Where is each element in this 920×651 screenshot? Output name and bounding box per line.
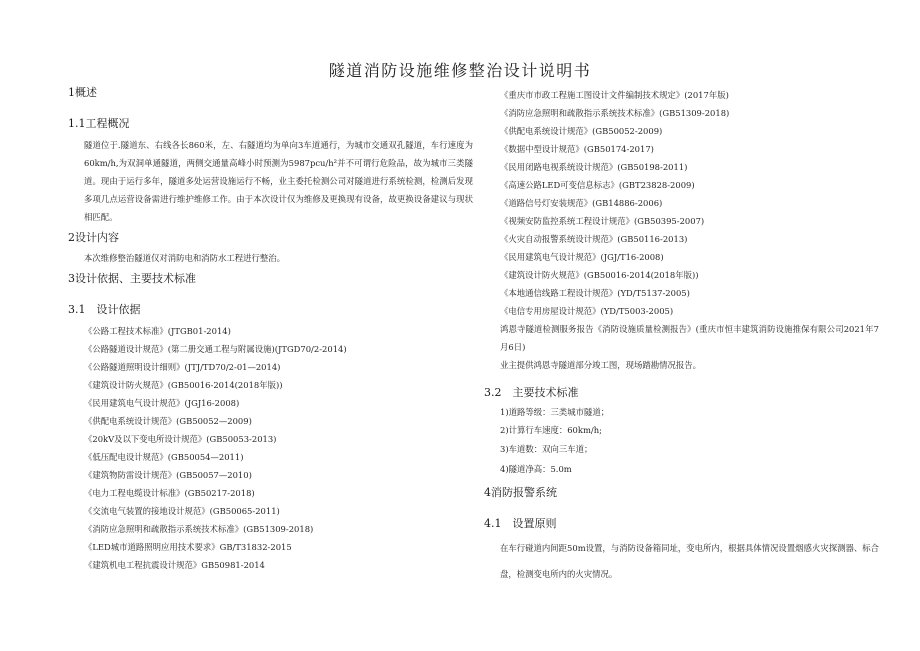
reference-item: 《公路隧道照明设计细则》(JTJ/TD70/2-01—2014) <box>84 362 281 372</box>
reference-item: 《公路隧道设计规范》(第二册交通工程与附属设施)(JTGD70/2-2014) <box>84 344 347 354</box>
reference-item: 《消防应急照明和疏散指示系统技术标准》(GB51309-2018) <box>500 108 730 118</box>
section-4-heading: 4消防报警系统 <box>484 486 557 499</box>
section-1-1-heading: 1.1工程概况 <box>68 117 130 130</box>
reference-item: 《消防应急照明和疏散指示系统技术标准》(GB51309-2018) <box>84 524 314 534</box>
section-1-1-paragraph: 隧道位于.隧道东、右线各长860米，左、右隧道均为单向3车道通行，为城市交通双孔隧道，车行速度为60km/h,为双洞单通隧道，两侧交通量高峰小时预测为5987pcu/h²并不可谓行危险品，故为城市三类隧道。现由于运行多年，隧道多处运营设施运行不畅，业主委托检测公司对隧道进行系统检测，检测后发现多项几点运营设备需进行维护维修工作。由于本次设计仅为维修及更换现有设备，故更换设备建议与现状相匹配。 <box>84 140 473 222</box>
standard-item: 3)车道数：双向三车道； <box>500 444 593 454</box>
reference-item: 《视频安防监控系统工程设计规范》(GB50395-2007) <box>500 216 705 226</box>
section-4-1-heading: 4.1 设置原则 <box>484 517 557 530</box>
owner-provided-paragraph: 业主提供鸿恩寺隧道部分竣工图，现场踏勘情况报告。 <box>500 360 701 370</box>
section-3-1-heading: 3.1 设计依据 <box>68 303 141 316</box>
standard-item: 1)道路等级：三类城市隧道； <box>500 407 610 417</box>
reference-item: 《民用闭路电视系统设计规范》(GB50198-2011) <box>500 162 688 172</box>
reference-item: 《交流电气装置的接地设计规范》(GB50065-2011) <box>84 506 280 516</box>
standard-item: 2)计算行车速度：60km/h; <box>500 425 602 435</box>
standard-item: 4)隧道净高：5.0m <box>500 464 572 474</box>
reference-item: 《道路信号灯安装规范》(GB14886-2006) <box>500 198 663 208</box>
section-3-2-heading: 3.2 主要技术标准 <box>484 386 579 399</box>
reference-item: 《重庆市市政工程施工图设计文件编制技术规定》(2017年版) <box>500 90 729 100</box>
reference-item: 《LED城市道路照明应用技术要求》GB/T31832-2015 <box>84 542 292 552</box>
section-2-paragraph: 本次维修整治隧道仅对消防电和消防水工程进行整治。 <box>84 253 285 263</box>
reference-item: 《建筑物防雷设计规范》(GB50057—2010) <box>84 470 252 480</box>
document-title: 隧道消防设施维修整治设计说明书 <box>328 61 592 80</box>
reference-item: 《数据中型设计规范》(GB50174-2017) <box>500 144 654 154</box>
reference-item: 《本地通信线路工程设计规范》(YD/T5137-2005) <box>500 288 690 298</box>
section-1-heading: 1概述 <box>68 86 97 99</box>
reference-item: 《民用建筑电气设计规范》(JGJ/T16-2008) <box>500 252 664 262</box>
reference-item: 《电力工程电缆设计标准》(GB50217-2018) <box>84 488 255 498</box>
reference-item: 《民用建筑电气设计规范》(JGJ16-2008) <box>84 398 240 408</box>
reference-item: 《建筑设计防火规范》(GB50016-2014(2018年版)) <box>84 380 283 390</box>
reference-item: 《电信专用房屋设计规范》(YD/T5003-2005) <box>500 306 674 316</box>
reference-item: 《供配电系统设计规范》(GB50052-2009) <box>500 126 663 136</box>
reference-item: 《火灾自动报警系统设计规范》(GB50116-2013) <box>500 234 688 244</box>
section-2-heading: 2设计内容 <box>68 231 119 244</box>
reference-item: 《建筑设计防火规范》(GB50016-2014(2018年版)) <box>500 270 699 280</box>
section-3-heading: 3设计依据、主要技术标准 <box>68 272 196 285</box>
reference-item: 《高速公路LED可变信息标志》(GBT23828-2009) <box>500 180 695 190</box>
reference-item: 《建筑机电工程抗震设计规范》GB50981-2014 <box>84 560 265 570</box>
section-4-1-paragraph: 在车行碰道内间距50m设置，与消防设备箱同址，变电所内，根据具体情况设置烟感火灾探测器、标合盘，检测变电所内的火灾情况。 <box>500 543 879 579</box>
reference-item: 《低压配电设计规范》(GB50054—2011) <box>84 452 244 462</box>
reference-item: 《供配电系统设计规范》(GB50052—2009) <box>84 416 252 426</box>
reference-item: 《20kV及以下变电所设计规范》(GB50053-2013) <box>84 434 277 444</box>
inspection-report-paragraph: 鸿恩寺隧道检测服务报告《消防设施质量检测报告》(重庆市恒丰建筑消防设施推保有限公司2021年7月6日) <box>500 324 879 352</box>
reference-item: 《公路工程技术标准》(JTGB01-2014) <box>84 326 231 336</box>
